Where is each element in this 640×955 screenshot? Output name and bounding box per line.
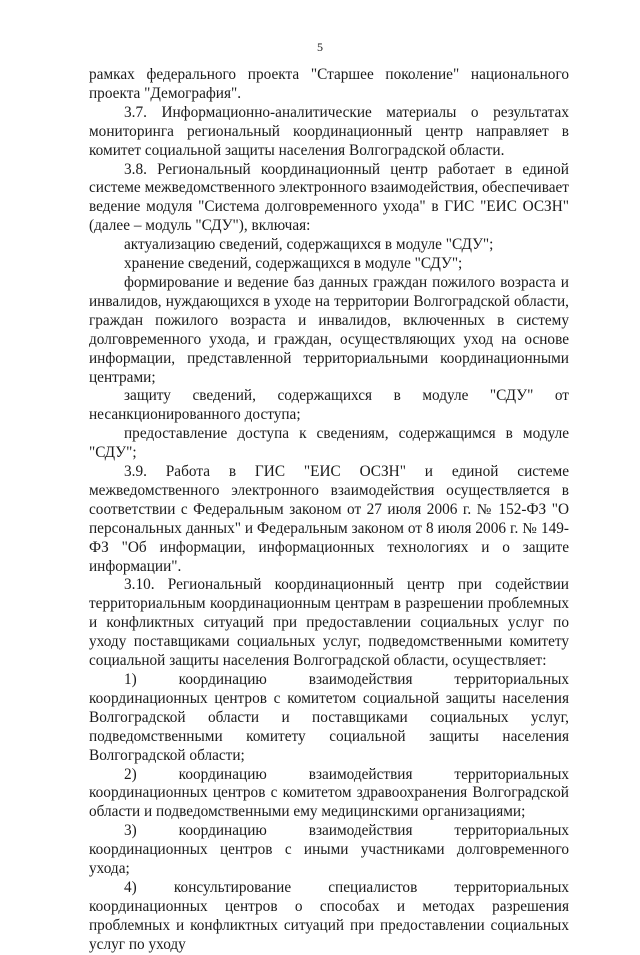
item-number: 4) [124,878,137,896]
item-number: 2) [124,765,137,783]
item-number: 3) [124,822,137,840]
list-item: актуализацию сведений, содержащихся в модуле "СДУ"; [124,236,494,254]
paragraph-3-7: 3.7. Информационно-аналитические материалы о результатах мониторинга региональный координационный центр направляет в комитет социальной защиты населения Волгоградской области. [89,103,569,159]
item-number: 1) [124,671,137,688]
paragraph-3-8: 3.8. Региональный координационный центр работает в единой системе межведомственного электронного взаимодействия, обеспечивает ведение модуля "Система долговременного ухода" в ГИС "ЕИС ОСЗН" (далее – модуль "СДУ"), включая: [89,160,569,235]
document-body [89,66,569,955]
list-item: хранение сведений, содержащихся в модуле "СДУ"; [124,255,463,273]
item-text: консультирование специалистов территориальных координационных центров о способах и методах разрешения проблемных и конфликтных ситуаций при предоставлении социальных услуг по уходу [89,878,570,953]
item-text: координацию взаимодействия территориальных координационных центров с комитетом здравоохранения Волгоградской области и подведомственными ему медицинскими организациями; [89,765,570,821]
page-number: 5 [317,40,323,54]
item-text: координацию взаимодействия территориальных координационных центров с иными участниками долговременного ухода; [89,822,570,878]
list-item: предоставление доступа к сведениям, содержащимся в модуле "СДУ"; [89,425,569,462]
numbered-item-3 [89,822,569,879]
list-item: защиту сведений, содержащихся в модуле "СДУ" от несанкционированного доступа; [89,387,569,424]
numbered-item-1 [89,671,569,766]
paragraph-3-10: 3.10. Региональный координационный центр при содействии территориальным координационным центрам в разрешении проблемных и конфликтных ситуаций при предоставлении социальных услуг по уходу поставщиками социальных услуг, подведомственными комитету социальной защиты населения Волгоградской области, осуществляет: [89,576,569,670]
item-text: координацию взаимодействия территориальных координационных центров с комитетом социальной защиты населения Волгоградской области и поставщиками социальных услуг, подведомственными комитету социальной защиты населения Волгоградской области; [89,671,570,764]
paragraph-continuation: рамках федерального проекта "Старшее поколение" национального проекта "Демография". [89,66,569,102]
list-item: формирование и ведение баз данных граждан пожилого возраста и инвалидов, нуждающихся в уходе на территории Волгоградской области, граждан пожилого возраста и инвалидов, включенных в систему долговременного ухода, и граждан, осуществляющих уход на основе информации, представленной территориальными координационными центрами; [89,273,569,386]
paragraph-3-9: 3.9. Работа в ГИС "ЕИС ОСЗН" и единой системе межведомственного электронного взаимодействия осуществляется в соответствии с Федеральным законом от 27 июля 2006 г. № 152-ФЗ "О персональных данных" и Федеральным законом от 8 июля 2006 г. № 149-ФЗ "Об информации, информационных технологиях и о защите информации". [89,463,569,575]
numbered-item-2 [89,766,569,823]
numbered-item-4 [89,879,569,955]
